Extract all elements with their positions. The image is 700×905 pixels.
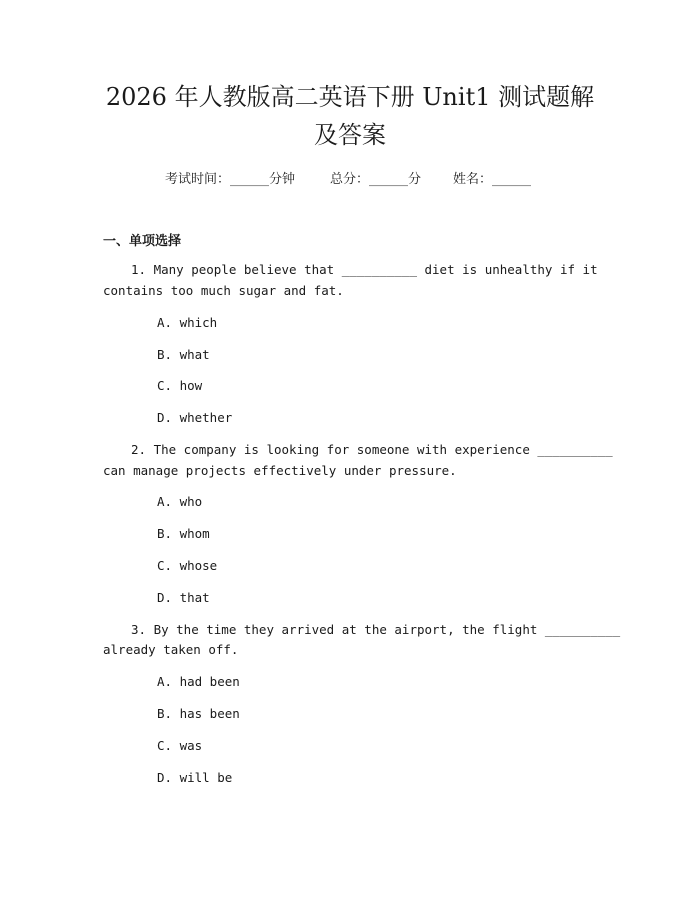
- total-score-field: [330, 168, 421, 187]
- question-2-option-a: A. who: [157, 494, 203, 509]
- exam-time-field: [165, 168, 295, 187]
- title-line-2: 及答案: [314, 121, 386, 149]
- question-1-option-d: D. whether: [157, 410, 233, 425]
- question-1-option-c: C. how: [157, 378, 203, 393]
- exam-time-unit: 分钟: [269, 172, 296, 187]
- title-line-1: 2026 年人教版高二英语下册 Unit1 测试题解: [105, 83, 595, 111]
- question-2-option-b: B. whom: [157, 526, 210, 541]
- question-2-line-1: 2. The company is looking for someone with experience __________: [131, 442, 613, 457]
- total-score-blank: ______: [369, 172, 409, 187]
- section-heading: 一、单项选择: [103, 234, 182, 249]
- student-name-field: [453, 168, 531, 187]
- question-3-option-c: C. was: [157, 738, 203, 753]
- question-1-line-2: contains too much sugar and fat.: [103, 283, 344, 298]
- question-3-option-d: D. will be: [157, 770, 233, 785]
- question-3-line-2: already taken off.: [103, 642, 239, 657]
- question-2-option-d: D. that: [157, 590, 210, 605]
- student-name-label: 姓名：: [453, 172, 493, 187]
- total-score-label: 总分：: [330, 172, 370, 187]
- total-score-unit: 分: [408, 172, 422, 187]
- question-1-option-b: B. what: [157, 347, 210, 362]
- question-2-line-2: can manage projects effectively under pressure.: [103, 463, 457, 478]
- question-1-option-a: A. which: [157, 315, 218, 330]
- student-name-blank: ______: [492, 172, 532, 187]
- exam-time-label: 考试时间：: [165, 172, 231, 187]
- question-1-line-1: 1. Many people believe that __________ diet is unhealthy if it: [131, 262, 598, 277]
- exam-time-blank: ______: [230, 172, 270, 187]
- question-2-option-c: C. whose: [157, 558, 218, 573]
- document-title: [90, 78, 610, 154]
- question-3-option-b: B. has been: [157, 706, 240, 721]
- question-3-line-1: 3. By the time they arrived at the airport, the flight __________: [131, 622, 621, 637]
- question-3-option-a: A. had been: [157, 674, 240, 689]
